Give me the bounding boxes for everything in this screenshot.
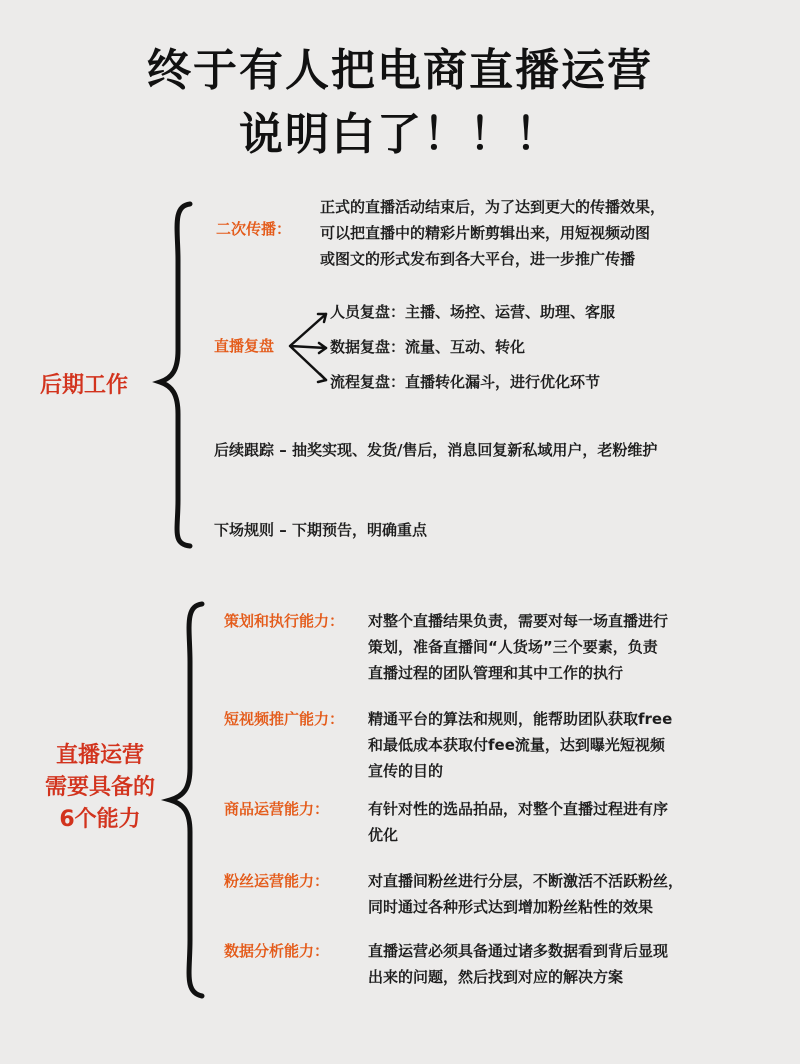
ability-label-planning: 策划和执行能力： — [224, 612, 345, 630]
ability-line: 策划，准备直播间“人货场”三个要素，负责 — [368, 638, 658, 656]
secondary-spread-label: 二次传播： — [216, 220, 292, 238]
review-branch-arrows — [286, 308, 332, 388]
review-data: 数据复盘：流量、互动、转化 — [330, 338, 526, 356]
follow-up-text: 后续跟踪 – 抽奖实现、发货/售后，消息回复新私域用户，老粉维护 — [214, 441, 658, 459]
page-title-line-1: 终于有人把电商直播运营 — [147, 45, 653, 96]
ability-line: 精通平台的算法和规则，能帮助团队获取free — [368, 710, 673, 728]
ability-label-data: 数据分析能力： — [224, 942, 330, 960]
ability-line: 对直播间粉丝进行分层，不断激活不活跃粉丝， — [368, 872, 684, 890]
next-plan-text: 下场规则 – 下期预告，明确重点 — [214, 521, 427, 539]
secondary-spread-line: 或图文的形式发布到各大平台，进一步推广传播 — [320, 250, 636, 268]
secondary-spread-line: 可以把直播中的精彩片断剪辑出来，用短视频动图 — [320, 224, 651, 242]
ability-line: 同时通过各种形式达到增加粉丝粘性的效果 — [368, 898, 654, 916]
ability-text-short-video — [368, 706, 672, 784]
ability-label-short-video: 短视频推广能力： — [224, 710, 345, 728]
ability-line: 有针对性的选品拍品，对整个直播过程进有序 — [368, 800, 669, 818]
review-personnel: 人员复盘：主播、场控、运营、助理、客服 — [330, 303, 616, 321]
page-title-line-2: 说明白了！！！ — [239, 109, 561, 160]
ability-line: 出来的问题，然后找到对应的解决方案 — [368, 968, 624, 986]
ability-line: 优化 — [368, 826, 399, 844]
review-process: 流程复盘：直播转化漏斗，进行优化环节 — [330, 373, 601, 391]
section2-label-line: 需要具备的 — [44, 775, 155, 800]
secondary-spread-line: 正式的直播活动结束后，为了达到更大的传播效果， — [320, 198, 666, 216]
section2-label-line: 直播运营 — [55, 743, 144, 768]
ability-line: 宣传的目的 — [368, 762, 444, 780]
ability-line: 对整个直播结果负责，需要对每一场直播进行 — [368, 612, 669, 630]
secondary-spread-text — [320, 194, 665, 272]
ability-line: 直播运营必须具备通过诸多数据看到背后显现 — [368, 942, 669, 960]
ability-text-product — [368, 796, 668, 848]
section2-label-line: 6个能力 — [59, 807, 141, 832]
ability-text-data — [368, 938, 668, 990]
ability-text-planning — [368, 608, 668, 686]
ability-label-fans: 粉丝运营能力： — [224, 872, 330, 890]
live-review-label: 直播复盘 — [214, 337, 275, 355]
section1-label: 后期工作 — [40, 373, 129, 398]
section1-brace — [150, 200, 200, 550]
ability-line: 直播过程的团队管理和其中工作的执行 — [368, 664, 624, 682]
ability-text-fans — [368, 868, 683, 920]
ability-line: 和最低成本获取付fee流量，达到曝光短视频 — [368, 736, 665, 754]
ability-label-product: 商品运营能力： — [224, 800, 330, 818]
section2-label — [20, 740, 180, 836]
